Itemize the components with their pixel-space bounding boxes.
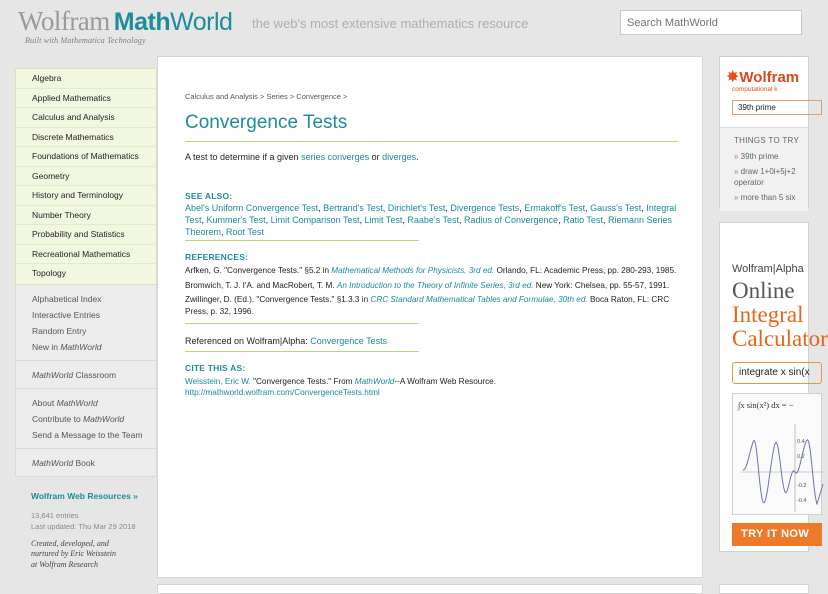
see-also-link[interactable]: Integral Test [185,203,677,225]
sidebar-item-probability[interactable]: Probability and Statistics [16,225,156,245]
about-group [16,389,156,449]
sidebar-item-number-theory[interactable]: Number Theory [16,206,156,226]
sidebar-item-calculus-and-analysis[interactable]: Calculus and Analysis [16,108,156,128]
reference-book-link[interactable]: An Introduction to the Theory of Infinite Series, 3rd ed. [336,280,534,290]
sidebar-item-applied-mathematics[interactable]: Applied Mathematics [16,89,156,109]
see-also-link[interactable]: Dirichlet's Test [387,203,446,213]
web-resources-link[interactable]: Wolfram Web Resources » [31,490,138,501]
sidebar-item-geometry[interactable]: Geometry [16,167,156,187]
see-also-link[interactable]: Abel's Uniform Convergence Test [185,203,319,213]
divider [185,141,678,142]
new-in-mathworld-link[interactable]: New in MathWorld [32,341,102,352]
wa-query-input[interactable]: 39th prime [732,100,822,115]
credit: Created, developed, and nurtured by Eric Weisstein at Wolfram Research [31,538,116,569]
see-also-link[interactable]: Radius of Convergence [464,214,559,225]
reference-item: Arfken, G. "Convergence Tests." §5.2 in Mathematical Methods for Physicists, 3rd ed. Orlando, FL: Academic Press, pp. 280-293, 1985. [185,266,677,276]
see-also-link[interactable]: Limit Comparison Test [270,214,360,225]
mathworld-logo[interactable] [18,6,232,37]
bullet-icon: » [734,193,741,202]
see-also-link[interactable]: Root Test [226,226,264,237]
about-link[interactable]: About MathWorld [32,397,98,408]
integral-calculator-ad[interactable] [719,222,828,552]
things-to-try-heading: THINGS TO TRY [734,136,800,145]
ad-plot-graph [733,394,823,516]
ad-plot-tick: 0.4 [797,439,805,445]
ad-formula: ∫x sin(x²) dx = − [738,400,794,410]
interactive-entries-link[interactable]: Interactive Entries [32,309,101,320]
see-also-link[interactable]: Kummer's Test [206,214,266,225]
classroom-group [16,361,156,389]
ad-plot-tick: -0.4 [797,498,807,504]
alphabetical-index-link[interactable]: Alphabetical Index [32,293,102,304]
logo-wolfram: Wolfram [18,6,110,36]
example-query[interactable]: » more than 5 six [734,193,796,202]
cite-heading: CITE THIS AS: [185,363,246,374]
ad-plot-tick: 0.2 [797,454,805,460]
reference-item: Bromwich, T. J. I'A. and MacRobert, T. M. An Introduction to the Theory of Infinite Series, 3rd ed. New York: Chelsea, pp. 55-57, 1991. [185,280,670,290]
footer-strip-right [719,584,809,594]
last-updated: Last updated: Thu Mar 29 2018 [31,521,136,531]
see-also-list: Abel's Uniform Convergence Test, Bertrand's Test, Dirichlet's Test, Divergence Tests, Ermakoff's Test, Gauss's Test, Integral Test, Kummer's Test, Limit Comparison Test, Limit Test, Raabe's Test, Radius of Convergence, Ratio Test, Riemann Series Theorem, Root Test [185,203,677,237]
sidebar-item-algebra[interactable]: Algebra [16,69,156,89]
ad-input[interactable]: integrate x sin(x [732,362,822,384]
ad-headline-online: Online [732,278,795,303]
reference-book-link[interactable]: CRC Standard Mathematical Tables and Formulae, 30th ed. [370,295,588,305]
see-also-link[interactable]: Divergence Tests [450,203,520,213]
divider [185,351,419,352]
ad-brand: Wolfram|Alpha [732,263,804,275]
example-query[interactable]: » 39th prime [734,152,779,161]
sidebar-item-discrete-mathematics[interactable]: Discrete Mathematics [16,128,156,148]
bullet-icon: » [734,152,741,161]
see-also-link[interactable]: Gauss's Test [590,203,642,213]
see-also-link[interactable]: Ermakoff's Test [524,203,586,213]
citation: Weisstein, Eric W. "Convergence Tests." From MathWorld--A Wolfram Web Resource. http://mathworld.wolfram.com/ConvergenceTests.html [185,377,496,398]
index-group [16,285,156,361]
tagline: the web's most extensive mathematics resource [252,16,529,31]
footer-strip [157,584,703,594]
send-message-link[interactable]: Send a Message to the Team [32,429,143,440]
ad-plot-tick: -0.2 [797,483,807,489]
example-query-continued[interactable]: operator [734,178,764,187]
sidebar-item-history[interactable]: History and Terminology [16,186,156,206]
mathworld-book-link[interactable]: MathWorld Book [32,457,95,468]
alpha-convergence-link[interactable]: Convergence Tests [310,336,388,347]
book-group [16,449,156,476]
search-input[interactable] [620,10,802,35]
ad-headline-integral: Integral [732,302,804,327]
reference-book-link[interactable]: Mathematical Methods for Physicists, 3rd ed. [331,266,495,276]
description: A test to determine if a given series converges or diverges. [185,152,419,162]
secondary-nav [15,285,157,477]
see-also-link[interactable]: Riemann Series Theorem [185,214,672,237]
divider [185,240,419,241]
entry-count: 13,641 entries [31,510,79,520]
logo-world: World [170,8,233,36]
bullet-icon: » [734,167,741,176]
wolfram-star-icon: ✸ [726,69,740,86]
sidebar-item-topology[interactable]: Topology [32,268,67,278]
mathworld-link[interactable]: MathWorld [354,377,395,387]
reference-item: Zwillinger, D. (Ed.). "Convergence Tests." §1.3.3 in CRC Standard Mathematical Tables and Formulae, 30th ed. Boca Raton, FL: CRC Press, p. 32, 1996. [185,295,670,316]
example-query[interactable]: » draw 1+0i+5j+2 [734,167,796,176]
citation-url-link[interactable]: http://mathworld.wolfram.com/ConvergenceTests.html [185,388,380,398]
ad-plot [732,393,822,515]
see-also-link[interactable]: Bertrand's Test [323,203,383,213]
author-link[interactable]: Weisstein, Eric W. [185,377,251,387]
series-converges-link[interactable]: series converges [301,152,370,162]
divider [185,323,419,324]
sidebar [15,68,157,570]
diverges-link[interactable]: diverges [382,152,417,162]
main-content [157,56,703,578]
ad-headline-calculator: Calculator [732,326,828,351]
random-entry-link[interactable]: Random Entry [32,325,87,336]
sidebar-item-foundations[interactable]: Foundations of Mathematics [16,147,156,167]
wolfram-alpha-widget [719,56,809,208]
try-it-now-button[interactable]: TRY IT NOW [732,523,822,546]
wa-subtitle: computational k [732,86,778,93]
referenced-on-alpha: Referenced on Wolfram|Alpha: Convergence Tests [185,336,388,347]
header [0,0,800,58]
see-also-link[interactable]: Limit Test [364,214,403,225]
references-heading: REFERENCES: [185,252,249,263]
sidebar-item-recreational[interactable]: Recreational Mathematics [16,245,156,265]
see-also-link[interactable]: Ratio Test [563,214,603,225]
site-stats [15,510,157,532]
see-also-link[interactable]: Raabe's Test [407,214,459,225]
see-also-heading: SEE ALSO: [185,191,233,201]
page-title: Convergence Tests [185,112,348,133]
contribute-link[interactable]: Contribute to MathWorld [32,413,125,424]
byline: Built with Mathematica Technology [25,36,146,45]
classroom-link[interactable]: MathWorld Classroom [32,369,117,380]
things-to-try [720,127,808,211]
logo-math: Math [113,8,171,36]
breadcrumb[interactable]: Calculus and Analysis > Series > Convergence > [185,92,348,101]
wolfram-alpha-logo[interactable]: ✸Wolfram [726,69,800,86]
topic-nav [15,68,157,285]
